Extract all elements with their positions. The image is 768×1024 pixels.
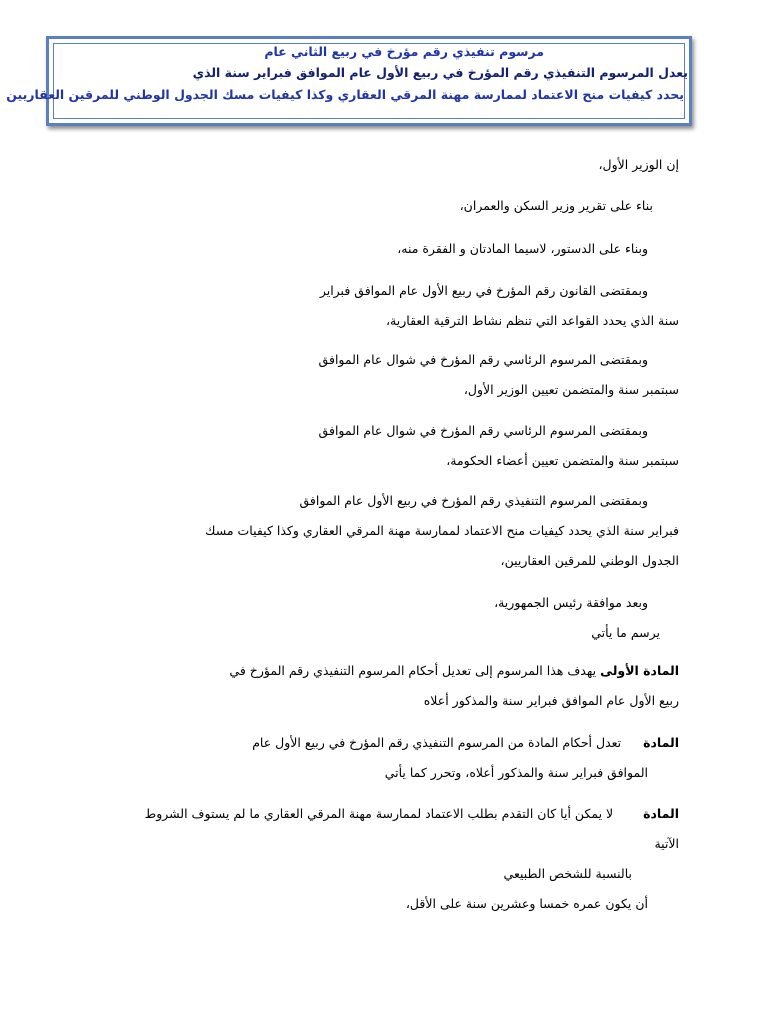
law-line-2: سنة الذي يحدد القواعد التي تنظم نشاط الترقية العقارية، — [386, 313, 679, 328]
article-2-text-1: تعدل أحكام المادة من المرسوم التنفيذي رقم المؤرخ في ربيع الأول عام — [252, 735, 622, 750]
report-line: بناء على تقرير وزير السكن والعمران، — [459, 198, 653, 213]
opening-line: إن الوزير الأول، — [598, 157, 679, 172]
age-condition-line: أن يكون عمره خمسا وعشرين سنة على الأقل، — [405, 896, 648, 911]
article-2-label: المادة — [643, 735, 679, 750]
article-3-line-2: الآتية — [654, 836, 679, 851]
constitution-line: وبناء على الدستور، لاسيما المادتان و الفقرة منه، — [397, 241, 648, 256]
article-1-label: المادة الأولى — [600, 663, 679, 678]
decrees-line: يرسم ما يأتي — [591, 625, 660, 640]
article-1-line-1 — [229, 665, 679, 678]
article-2-line-1 — [252, 737, 679, 750]
executive-decree-line-2: فبراير سنة الذي يحدد كيفيات منح الاعتماد لممارسة مهنة المرقي العقاري وكذا كيفيات مسك — [205, 523, 679, 538]
approval-line: وبعد موافقة رئيس الجمهورية، — [494, 595, 648, 610]
presidential-decree-2-line-1: وبمقتضى المرسوم الرئاسي رقم المؤرخ في شوال عام الموافق — [318, 423, 648, 438]
law-line-1: وبمقتضى القانون رقم المؤرخ في ربيع الأول عام الموافق فبراير — [319, 283, 648, 298]
header-line-1: مرسوم تنفيذي رقم مؤرخ في ربيع الثاني عام — [264, 44, 544, 59]
article-1-line-2: ربيع الأول عام الموافق فبراير سنة والمذكور أعلاه — [423, 693, 679, 708]
presidential-decree-2-line-2: سبتمبر سنة والمتضمن تعيين أعضاء الحكومة، — [446, 453, 679, 468]
executive-decree-line-3: الجدول الوطني للمرقين العقاريين، — [500, 553, 679, 568]
natural-person-line: بالنسبة للشخص الطبيعي — [503, 866, 632, 881]
article-3-line-1 — [145, 808, 679, 821]
presidential-decree-1-line-1: وبمقتضى المرسوم الرئاسي رقم المؤرخ في شوال عام الموافق — [318, 352, 648, 367]
article-1-text-1: يهدف هذا المرسوم إلى تعديل أحكام المرسوم التنفيذي رقم المؤرخ في — [229, 663, 597, 678]
header-line-3: يحدد كيفيات منح الاعتماد لممارسة مهنة المرقي العقاري وكذا كيفيات مسك الجدول الوطني للمرقين العقاريين — [6, 87, 684, 102]
header-line-2: يعدل المرسوم التنفيذي رقم المؤرخ في ربيع الأول عام الموافق فبراير سنة الذي — [192, 65, 688, 80]
presidential-decree-1-line-2: سبتمبر سنة والمتضمن تعيين الوزير الأول، — [463, 382, 679, 397]
executive-decree-line-1: وبمقتضى المرسوم التنفيذي رقم المؤرخ في ربيع الأول عام الموافق — [299, 493, 648, 508]
article-2-line-2: الموافق فبراير سنة والمذكور أعلاه، وتحرر كما يأتي — [384, 765, 648, 780]
article-3-label: المادة — [643, 806, 679, 821]
article-3-text-1: لا يمكن أيا كان التقدم بطلب الاعتماد لممارسة مهنة المرقي العقاري ما لم يستوف الشروط — [144, 806, 614, 821]
